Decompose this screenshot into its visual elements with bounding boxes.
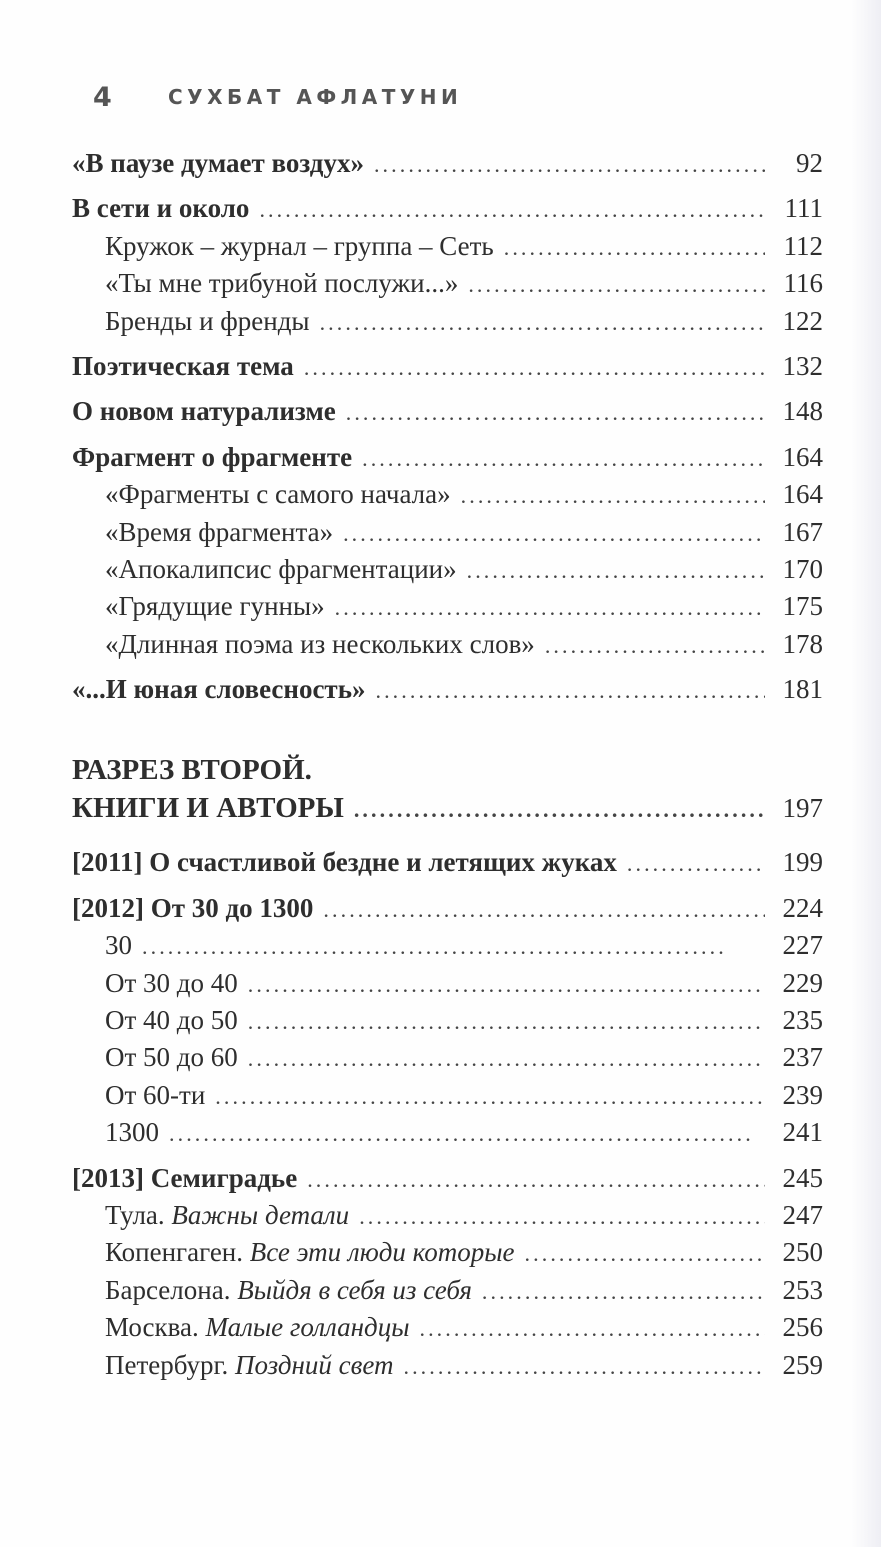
leader-dots	[627, 845, 765, 882]
essay-subtitle: Все эти люди которые	[249, 1237, 515, 1268]
toc-entry[interactable]	[72, 1077, 823, 1114]
section-page: 197	[782, 793, 823, 824]
page-number: 4	[93, 81, 112, 113]
toc-entry-page: 170	[782, 553, 823, 584]
toc-entry-page: 164	[782, 441, 823, 472]
toc-entry-label: От 50 до 60	[105, 1042, 238, 1073]
toc-entry-label: «Длинная поэма из нескольких слов»	[105, 628, 535, 659]
toc-entry-page: 229	[782, 967, 823, 998]
toc-entry[interactable]	[72, 190, 823, 227]
toc-entry[interactable]	[72, 1234, 823, 1271]
toc-entry-label: [2013] Семиградье	[72, 1162, 298, 1193]
toc-entry-page: 253	[782, 1274, 823, 1305]
toc-entry-page: 199	[782, 847, 823, 878]
leader-dots	[307, 1161, 765, 1198]
leader-dots	[467, 552, 765, 589]
leader-dots	[504, 229, 765, 266]
leader-dots	[142, 928, 765, 965]
toc-entry-label	[105, 1197, 349, 1234]
toc-entry-page: 227	[782, 930, 823, 961]
toc-entry-page: 247	[782, 1199, 823, 1230]
toc-entry-page: 175	[782, 591, 823, 622]
toc-entry[interactable]	[72, 439, 823, 476]
toc-entry[interactable]	[72, 145, 823, 182]
toc-entry-page: 259	[782, 1349, 823, 1380]
city-name: Копенгаген.	[105, 1237, 244, 1268]
toc-entry-label: «...И юная словесность»	[72, 674, 366, 705]
toc-entry-label: [2011] О счастливой бездне и летящих жуках	[72, 847, 617, 878]
toc-entry-label: 30	[105, 930, 132, 961]
toc-entry-page: 239	[782, 1079, 823, 1110]
toc-entry-label: [2012] От 30 до 1300	[72, 892, 314, 923]
leader-dots	[346, 394, 765, 431]
toc-entry[interactable]	[72, 1272, 823, 1309]
essay-subtitle: Выйдя в себя из себя	[237, 1274, 472, 1305]
toc-entry-label: От 30 до 40	[105, 967, 238, 998]
leader-dots	[468, 266, 765, 303]
toc-entry-page: 92	[796, 148, 823, 178]
leader-dots	[354, 791, 765, 829]
leader-dots	[259, 191, 765, 228]
leader-dots	[335, 589, 765, 626]
toc-entry-page: 112	[783, 230, 823, 261]
toc-entry-page: 122	[782, 305, 823, 336]
toc-entry-label: «Апокалипсис фрагментации»	[105, 553, 457, 584]
leader-dots	[215, 1078, 765, 1115]
toc-entry-label	[105, 1347, 393, 1384]
toc-entry[interactable]	[72, 1002, 823, 1039]
toc-entry[interactable]	[72, 348, 823, 385]
toc-entry-label: В сети и около	[72, 193, 250, 224]
toc-entry[interactable]	[72, 965, 823, 1002]
toc-entry[interactable]	[72, 1039, 823, 1076]
toc-entry-label: «Грядущие гунны»	[105, 591, 325, 622]
toc-entry-label: «В паузе думает воздух»	[72, 148, 364, 178]
toc-entry-label: Поэтическая тема	[72, 350, 294, 381]
essay-subtitle: Малые голландцы	[205, 1312, 410, 1343]
section-title-line2: КНИГИ И АВТОРЫ	[72, 792, 344, 825]
toc-entry-label: О новом натурализме	[72, 396, 336, 427]
leader-dots	[343, 515, 765, 552]
toc-entry[interactable]	[72, 303, 823, 340]
toc-entry-page: 224	[782, 892, 823, 923]
toc-entry-label: Кружок – журнал – группа – Сеть	[105, 230, 494, 261]
toc-entry[interactable]	[72, 228, 823, 265]
toc-entry[interactable]	[72, 844, 823, 881]
toc-entry-label	[105, 1272, 472, 1309]
toc-entry-page: 132	[782, 350, 823, 381]
toc-entry[interactable]	[72, 1197, 823, 1234]
toc-entry-label: «Фрагменты с самого начала»	[105, 479, 451, 510]
toc-entry[interactable]	[72, 1114, 823, 1151]
toc-entry-label	[105, 1309, 409, 1346]
city-name: Барселона.	[105, 1274, 231, 1305]
toc-entry[interactable]	[72, 514, 823, 551]
toc-entry-label: От 40 до 50	[105, 1005, 238, 1036]
toc-entry[interactable]	[72, 626, 823, 663]
essay-subtitle: Важны детали	[171, 1199, 350, 1230]
toc-entry[interactable]	[72, 393, 823, 430]
toc-entry-page: 245	[782, 1162, 823, 1193]
toc-entry-page: 256	[782, 1312, 823, 1343]
toc-entry-page: 181	[782, 674, 823, 705]
city-name: Москва.	[105, 1312, 199, 1343]
toc-entry[interactable]	[72, 1309, 823, 1346]
leader-dots	[461, 477, 765, 514]
toc-entry-page: 178	[782, 628, 823, 659]
toc-entry-page: 237	[782, 1042, 823, 1073]
leader-dots	[362, 440, 765, 477]
toc-entry-page: 148	[782, 396, 823, 427]
running-title: СУХБАТ АФЛАТУНИ	[168, 85, 463, 109]
toc-entry[interactable]	[72, 476, 823, 513]
leader-dots	[482, 1273, 765, 1310]
leader-dots	[304, 349, 765, 386]
essay-subtitle: Поздний свет	[235, 1349, 394, 1380]
leader-dots	[525, 1235, 765, 1272]
section-title-line1: РАЗРЕЗ ВТОРОЙ.	[72, 754, 312, 787]
toc-entry-page: 241	[782, 1117, 823, 1148]
leader-dots	[248, 1040, 765, 1077]
leader-dots	[419, 1310, 765, 1347]
toc-entry-label	[105, 1234, 515, 1271]
toc-entry[interactable]	[72, 671, 823, 708]
leader-dots	[545, 627, 765, 664]
toc-entry[interactable]	[72, 265, 823, 302]
leader-dots	[323, 891, 765, 928]
toc-entry-label: «Время фрагмента»	[105, 516, 334, 547]
toc-entry-label: 1300	[105, 1117, 159, 1148]
leader-dots	[320, 304, 765, 341]
toc-entry-page: 167	[782, 516, 823, 547]
toc-entry[interactable]	[72, 551, 823, 588]
toc-entry-label: Фрагмент о фрагменте	[72, 441, 353, 472]
toc-entry-page: 235	[782, 1005, 823, 1036]
leader-dots	[169, 1115, 765, 1152]
toc-entry-label: От 60-ти	[105, 1079, 206, 1110]
toc-entry-page: 111	[784, 193, 823, 224]
section-heading[interactable]	[72, 751, 823, 827]
toc-entry[interactable]	[72, 890, 823, 927]
leader-dots	[248, 1003, 765, 1040]
toc-entry-label: «Ты мне трибуной послужи...»	[105, 268, 459, 299]
toc-entry-label: Бренды и френды	[105, 305, 310, 336]
section-title-entry	[72, 789, 823, 827]
running-head	[93, 80, 462, 114]
table-of-contents	[72, 145, 823, 1384]
page-edge-shadow	[851, 0, 881, 1547]
city-name: Тула.	[105, 1199, 165, 1230]
leader-dots	[248, 966, 765, 1003]
leader-dots	[359, 1198, 765, 1235]
leader-dots	[375, 672, 765, 709]
toc-entry[interactable]	[72, 1160, 823, 1197]
leader-dots	[374, 146, 765, 183]
toc-entry-page: 250	[782, 1237, 823, 1268]
toc-entry-page: 116	[783, 268, 823, 299]
toc-entry[interactable]	[72, 588, 823, 625]
toc-entry[interactable]	[72, 1347, 823, 1384]
toc-entry-page: 164	[782, 479, 823, 510]
toc-entry[interactable]	[72, 927, 823, 964]
city-name: Петербург.	[105, 1349, 229, 1380]
leader-dots	[403, 1348, 765, 1385]
